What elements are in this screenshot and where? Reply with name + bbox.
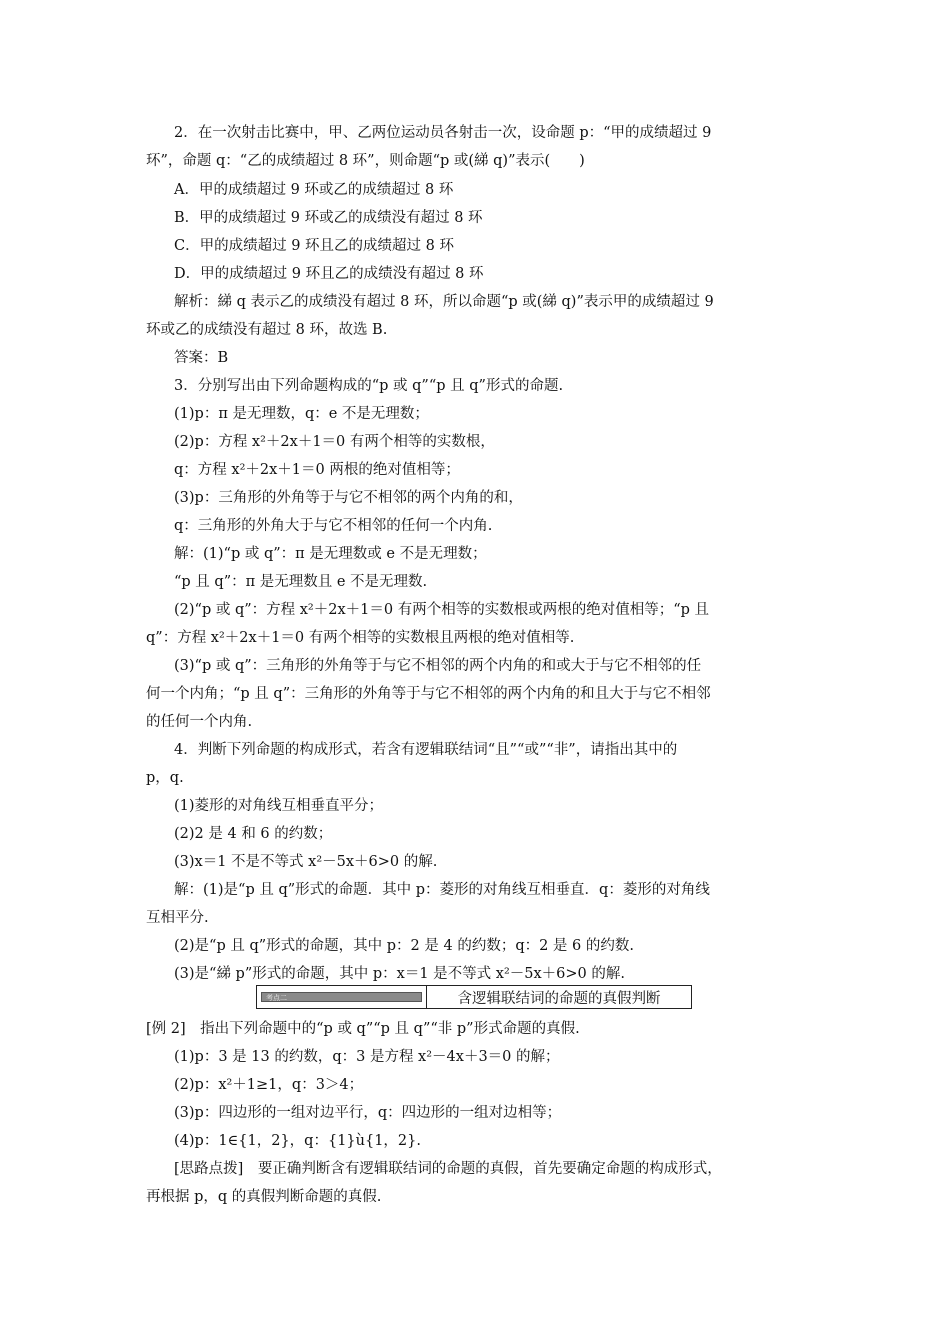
example-2-item-4: (4)p：1∈{1，2}，q：{1}ù{1，2}. [174,1133,421,1149]
option-c: C．甲的成绩超过 9 环且乙的成绩超过 8 环 [174,238,454,254]
problem-4-stem-cont: p，q. [146,770,184,786]
problem-3-stem: 3．分别写出由下列命题构成的“p 或 q”“p 且 q”形式的命题. [174,378,564,394]
solution-3-3-end: 的任何一个内角. [146,714,253,730]
banner-tag-label: 考点二 [261,992,422,1002]
solution-3-1-and: “p 且 q”：π 是无理数且 e 不是无理数. [174,574,428,590]
option-d: D．甲的成绩超过 9 环且乙的成绩没有超过 8 环 [174,266,484,282]
example-2-item-3: (3)p：四边形的一组对边平行，q：四边形的一组对边相等； [174,1105,562,1121]
problem-3-item-2: (2)p：方程 x²＋2x＋1＝0 有两个相等的实数根， [174,434,495,450]
section-banner [256,985,692,1009]
example-2-stem: [例 2] 指出下列命题中的“p 或 q”“p 且 q”“非 p”形式命题的真假. [146,1021,580,1037]
problem-4-item-3: (3)x＝1 不是不等式 x²－5x＋6>0 的解. [174,854,438,870]
problem-4-item-2: (2)2 是 4 和 6 的约数； [174,826,333,842]
banner-tag [257,986,427,1008]
problem-4-item-1: (1)菱形的对角线互相垂直平分； [174,798,384,814]
solution-4-2: (2)是“p 且 q”形式的命题，其中 p：2 是 4 的约数；q：2 是 6 的约数. [174,938,634,954]
problem-4-stem: 4．判断下列命题的构成形式，若含有逻辑联结词“且”“或”“非”，请指出其中的 [174,742,678,758]
analysis-cont: 环或乙的成绩没有超过 8 环，故选 B. [146,322,388,338]
solution-3-3: (3)“p 或 q”：三角形的外角等于与它不相邻的两个内角的和或大于与它不相邻的任 [174,658,702,674]
solution-4-3: (3)是“綈 p”形式的命题，其中 p：x＝1 是不等式 x²－5x＋6>0 的解. [174,966,625,982]
hint-cont: 再根据 p，q 的真假判断命题的真假. [146,1189,382,1205]
problem-2-stem-cont: 环”，命题 q：“乙的成绩超过 8 环”，则命题“p 或(綈 q)”表示( ) [146,153,585,169]
problem-3-item-3: (3)p：三角形的外角等于与它不相邻的两个内角的和， [174,490,523,506]
solution-4-1-cont: 互相平分. [146,910,209,926]
solution-3-2-cont: q”：方程 x²＋2x＋1＝0 有两个相等的实数根且两根的绝对值相等. [146,630,575,646]
hint: [思路点拨] 要正确判断含有逻辑联结词的命题的真假，首先要确定命题的构成形式， [174,1161,722,1177]
problem-3-item-3-q: q：三角形的外角大于与它不相邻的任何一个内角. [174,518,493,534]
banner-title: 含逻辑联结词的命题的真假判断 [457,990,661,1007]
solution-3-2: (2)“p 或 q”：方程 x²＋2x＋1＝0 有两个相等的实数根或两根的绝对值相等；“p 且 [174,602,710,618]
solution-3-1: 解：(1)“p 或 q”：π 是无理数或 e 不是无理数； [174,546,487,562]
answer: 答案：B [174,350,229,366]
problem-3-item-1: (1)p：π 是无理数，q：e 不是无理数； [174,406,429,422]
option-a: A．甲的成绩超过 9 环或乙的成绩超过 8 环 [174,182,454,198]
example-2-item-2: (2)p：x²＋1≥1，q：3＞4； [174,1077,364,1093]
problem-3-item-2-q: q：方程 x²＋2x＋1＝0 两根的绝对值相等； [174,462,460,478]
example-2-item-1: (1)p：3 是 13 的约数，q：3 是方程 x²－4x＋3＝0 的解； [174,1049,560,1065]
solution-4-1: 解：(1)是“p 且 q”形式的命题．其中 p：菱形的对角线互相垂直．q：菱形的对角线 [174,882,710,898]
solution-3-3-cont: 何一个内角；“p 且 q”：三角形的外角等于与它不相邻的两个内角的和且大于与它不相邻 [146,686,711,702]
option-b: B．甲的成绩超过 9 环或乙的成绩没有超过 8 环 [174,210,483,226]
analysis: 解析：綈 q 表示乙的成绩没有超过 8 环，所以命题“p 或(綈 q)”表示甲的成绩超过 9 [174,294,714,310]
problem-2-stem: 2．在一次射击比赛中，甲、乙两位运动员各射击一次，设命题 p：“甲的成绩超过 9 [174,125,712,141]
